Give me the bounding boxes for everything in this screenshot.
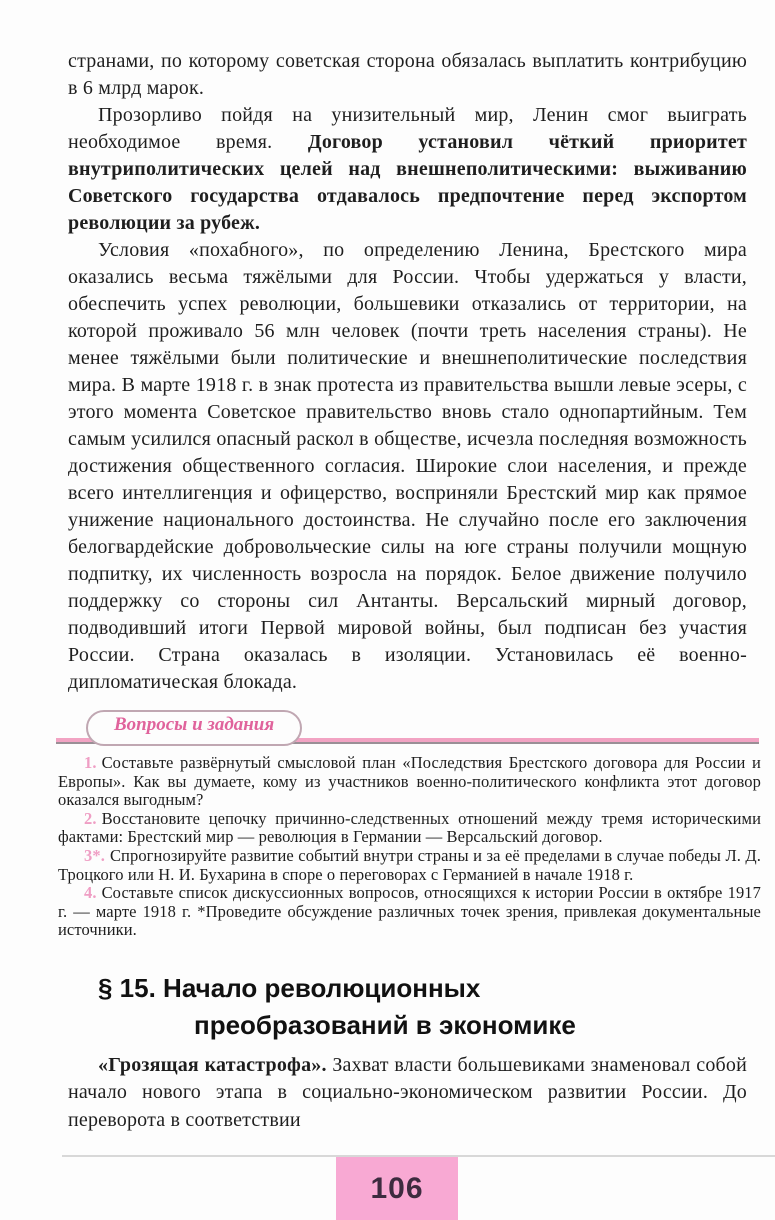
question-text: Спрогнозируйте развитие событий внутри страны и за её пределами в случае победы Л. Д. Троцкого или Н. И. Бухарина в споре о переговорах с Германией в начале 1918 г. [58,845,761,884]
intro-text: Захват власти большевиками знаменовал собой начало нового этапа в социально-экономическом развитии России. До переворота в соответствии [68,1053,747,1131]
questions-section-header [68,710,747,754]
paragraph-text-bold: Договор установил чёткий приоритет внутриполитических целей над внешнеполитическими: выживанию Советского государства отдавалось предпочтение перед экспортом революции за рубеж. [68,131,747,234]
heading-line-2: преобразований в экономике [194,1009,576,1040]
question-number: 4. [84,883,97,903]
paragraph-text-normal: Прозорливо пойдя на унизительный мир, Ленин смог выиграть необходимое время. [68,104,747,153]
questions-list [58,754,761,940]
heading-line-1: § 15. Начало революционных [98,972,481,1003]
main-text-block [68,48,747,696]
question-text: Восстановите цепочку причинно-следственных отношений между тремя историческими фактами: Брестский мир — революция в Германии — Версальский договор. [58,808,761,847]
page-number: 106 [370,1171,424,1205]
questions-header-badge [86,710,302,746]
question-text: Составьте развёрнутый смысловой план «Последствия Брестского договора для России и Европы». Как вы думаете, кому из участников военно-политического конфликта этот договор оказался выгодным? [58,753,761,810]
question-text: Составьте список дискуссионных вопросов, относящихся к истории России в октябре 1917 г. — марте 1918 г. *Проведите обсуждение различных точек зрения, привлекая документальные источники. [58,883,761,940]
question-item-3 [58,847,761,884]
question-item-1 [58,754,761,810]
section-15-intro-paragraph [68,1052,747,1135]
question-item-2 [58,810,761,847]
paragraph-lenin [68,102,747,237]
question-item-4 [58,884,761,940]
questions-header-label: Вопросы и задания [114,714,275,735]
question-number: 1. [84,753,97,772]
paragraph-text: Условия «похабного», по определению Ленина, Брестского мира оказались весьма тяжёлыми для России. Чтобы удержаться у власти, обеспечить успех революции, большевики отказались от территории, на которой проживало 56 млн человек (почти треть населения страны). Не менее тяжёлыми были политические и внешнеполитические последствия мира. В марте 1918 г. в знак протеста из правительства вышли левые эсеры, с этого момента Советское правительство вновь стало однопартийным. Тем самым усилился опасный раскол в обществе, исчезла последняя возможность достижения общественного согласия. Широкие слои населения, и прежде всего интеллигенция и офицерство, восприняли Брестский мир как прямое унижение национального достоинства. Не случайно после его заключения белогвардейские добровольческие силы на юге страны получили мощную подпитку, их численность возросла на порядок. Белое движение получило поддержку со стороны сил Антанты. Версальский мирный договор, подводивший итоги Первой мировой войны, был подписан без участия России. Страна оказалась в изоляции. Установилась её военно-дипломатическая блокада. [68,239,747,693]
page-number-badge [336,1157,458,1220]
paragraph-text: странами, по которому советская сторона обязалась выплатить контрибуцию в 6 млрд марок. [68,50,747,99]
paragraph-brest-terms [68,237,747,696]
question-number: 3*. [84,845,105,865]
question-number: 2. [84,808,97,828]
paragraph-continuation [68,48,747,102]
section-15-heading [68,970,747,1044]
intro-lead-bold: «Грозящая катастрофа». [98,1053,327,1076]
